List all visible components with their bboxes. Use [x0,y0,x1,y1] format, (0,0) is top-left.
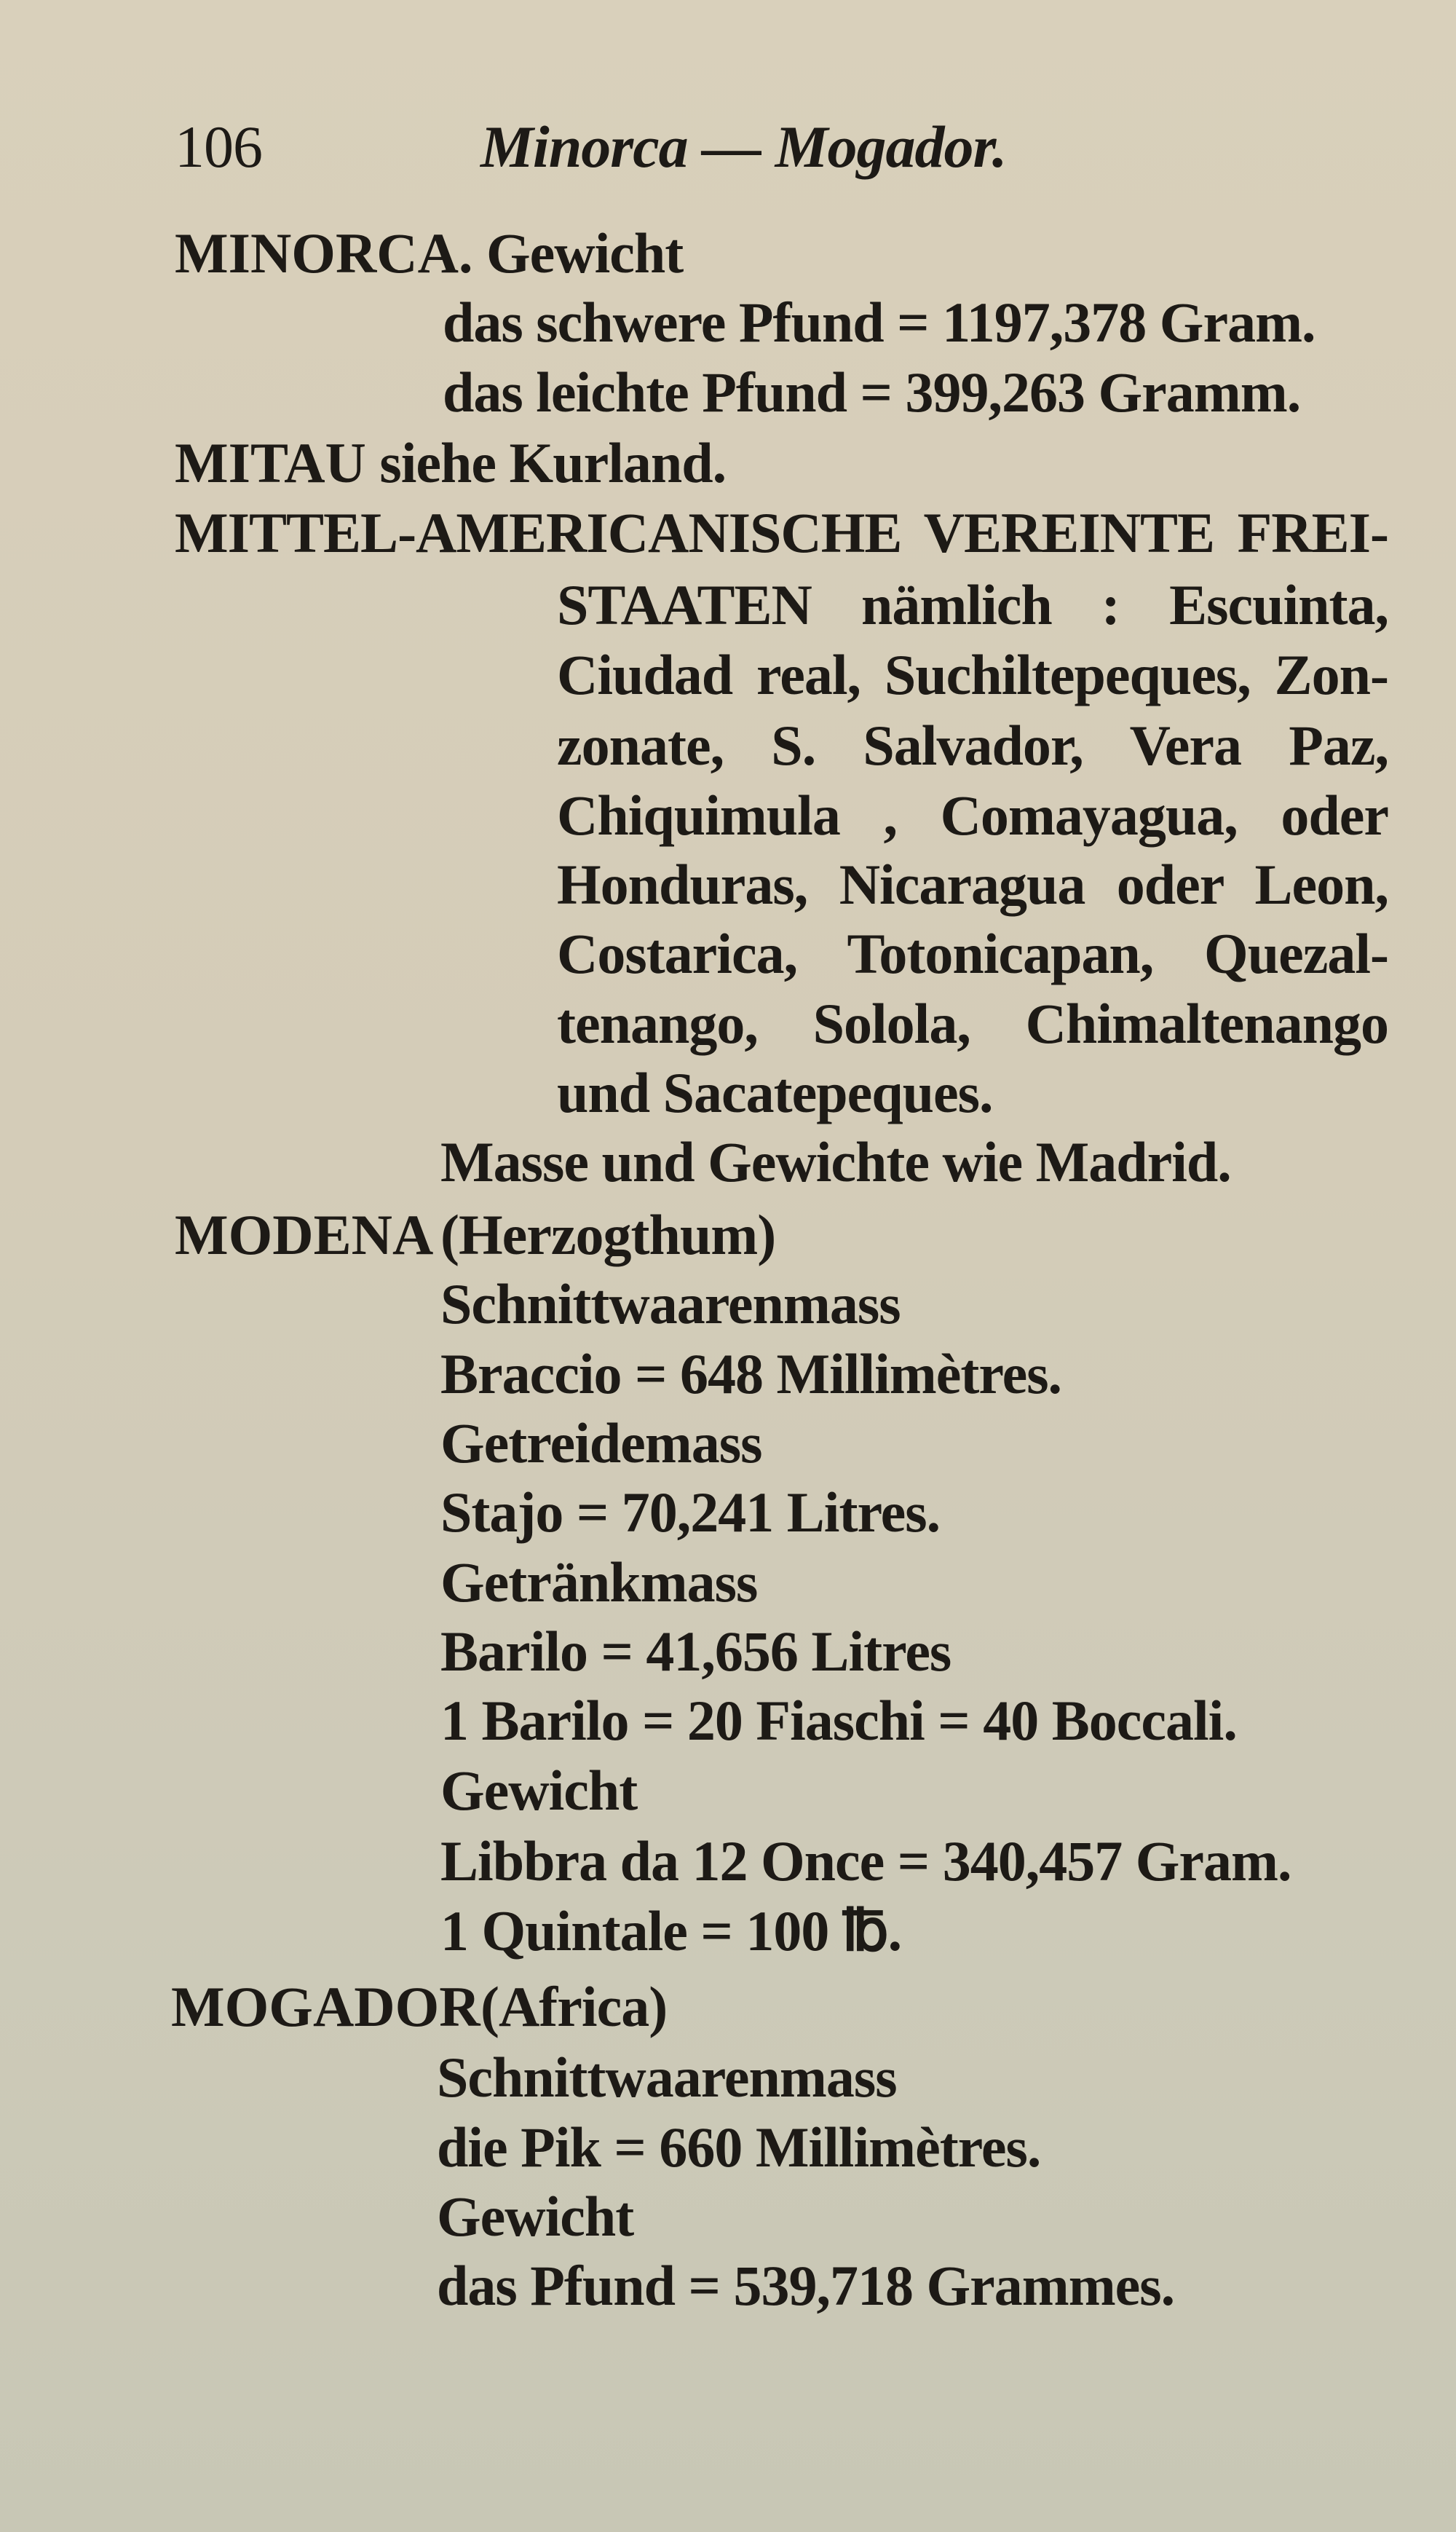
entry-line: zonate, S. Salvador, Vera Paz, [557,714,1388,777]
entry-line: Chiquimula , Comayagua, oder [557,784,1388,847]
entry-line: Schnittwaarenmass [437,2046,897,2109]
entry-line: Costarica, Totonicapan, Quezal- [557,922,1388,985]
entry-line [175,427,726,500]
entry-line: Honduras, Nicaragua oder Leon, [557,853,1388,916]
entry-line: das leichte Pfund = 399,263 Gramm. [443,360,1301,424]
entry-text: Gewicht [486,221,684,285]
entry-line: Getreidemass [440,1411,762,1475]
entry-line: (Africa) [480,1975,668,2038]
entry-line: Barilo = 41,656 Litres [440,1620,951,1683]
entry-line: die Pik = 660 Millimètres. [437,2115,1041,2179]
entry-line: Ciudad real, Suchiltepeques, Zon- [557,643,1388,706]
entry-line: Gewicht [437,2185,634,2248]
entry-line: das schwere Pfund = 1197,378 Gram. [443,291,1315,354]
entry-line: 1 Quintale = 100 ℔. [440,1899,902,1963]
entry-line: Stajo = 70,241 Litres. [440,1480,941,1544]
entry-line: Gewicht [440,1759,638,1822]
running-title: Minorca — Mogador. [480,114,1007,180]
page-number: 106 [175,114,262,180]
entry-line: Libbra da 12 Once = 340,457 Gram. [440,1829,1291,1893]
entry-line: tenango, Solola, Chimaltenango [557,992,1388,1055]
entry-line: Braccio = 648 Millimètres. [440,1342,1062,1405]
entry-line: MITTEL-AMERICANISCHE VEREINTE FREI- [175,501,1388,564]
entry-line: das Pfund = 539,718 Grammes. [437,2254,1175,2317]
entry-line: und Sacatepeques. [557,1061,993,1124]
entry-line: STAATEN nämlich : Escuinta, [557,573,1388,636]
entry-line: 1 Barilo = 20 Fiaschi = 40 Boccali. [440,1689,1237,1752]
entry-line [175,217,683,290]
entry-line: Masse und Gewichte wie Madrid. [440,1130,1231,1194]
headword: MITAU [175,431,366,494]
headword: MOGADOR [171,1975,480,2038]
entry-line: Getränkmass [440,1550,758,1614]
headword: MODENA [175,1203,434,1266]
headword: MINORCA. [175,221,473,285]
entry-text: siehe Kurland. [379,431,727,494]
entry-line: (Herzogthum) [440,1203,776,1266]
entry-line: Schnittwaarenmass [440,1272,901,1336]
